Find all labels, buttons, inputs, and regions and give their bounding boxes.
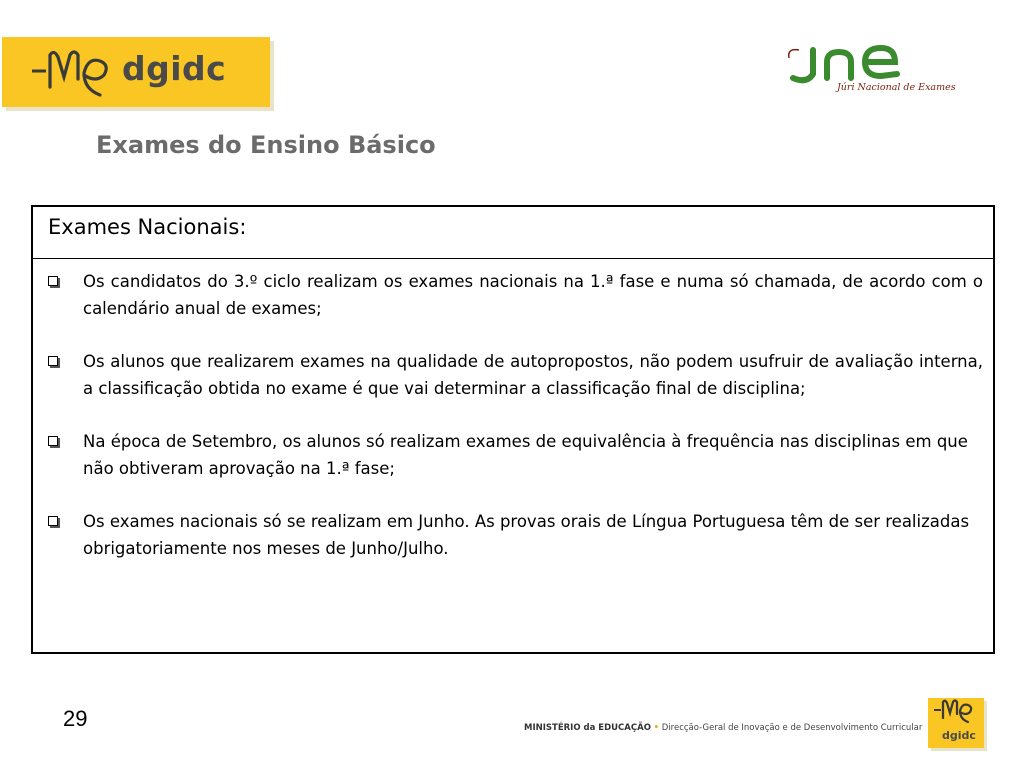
- me-monogram-icon: [930, 694, 976, 728]
- exam-info-box: [31, 205, 995, 654]
- ministry-name: MINISTÉRIO da EDUCAÇÃO: [524, 723, 651, 733]
- checkbox-bullet-icon: [48, 356, 58, 366]
- list-item-text: Os alunos que realizarem exames na qualidade de autopropostos, não podem usufruir de avaliação interna, a classificação obtida no exame é que vai determinar a classificação final de disciplina;: [83, 352, 983, 398]
- separator-dot: •: [653, 723, 660, 733]
- list-item: [45, 508, 983, 562]
- list-item: [45, 268, 983, 322]
- jne-monogram-icon: [785, 40, 960, 84]
- checkbox-bullet-icon: [48, 436, 58, 446]
- list-item: [45, 348, 983, 402]
- page-title: Exames do Ensino Básico: [96, 131, 436, 159]
- me-monogram-icon: [24, 43, 116, 103]
- list-item-text: Os candidatos do 3.º ciclo realizam os exames nacionais na 1.ª fase e numa só chamada, de acordo com o calendário anual de exames;: [83, 272, 983, 318]
- list-item: [45, 428, 983, 482]
- jne-logo: [785, 40, 960, 104]
- page-number: 29: [63, 706, 88, 731]
- bullet-list: [33, 259, 993, 562]
- directorate-name: Direcção-Geral de Inovação e de Desenvolvimento Curricular: [661, 723, 923, 733]
- checkbox-bullet-icon: [48, 276, 58, 286]
- jne-tagline: Júri Nacional de Exames: [837, 82, 956, 93]
- list-item-text: Na época de Setembro, os alunos só realizam exames de equivalência à frequência nas disciplinas em que não obtiveram aprovação na 1.ª fase;: [83, 432, 968, 478]
- footer-dgidc-logo: [928, 698, 984, 748]
- list-item-text: Os exames nacionais só se realizam em Junho. As provas orais de Língua Portuguesa têm de ser realizadas obrigatoriamente nos meses de Junho/Julho.: [83, 512, 970, 558]
- footer-credits: [524, 723, 922, 733]
- footer-brand-text: dgidc: [942, 729, 976, 742]
- checkbox-bullet-icon: [48, 516, 58, 526]
- dgidc-logo: [2, 37, 270, 107]
- box-heading: Exames Nacionais:: [33, 207, 993, 259]
- dgidc-brand-text: dgidc: [122, 49, 227, 88]
